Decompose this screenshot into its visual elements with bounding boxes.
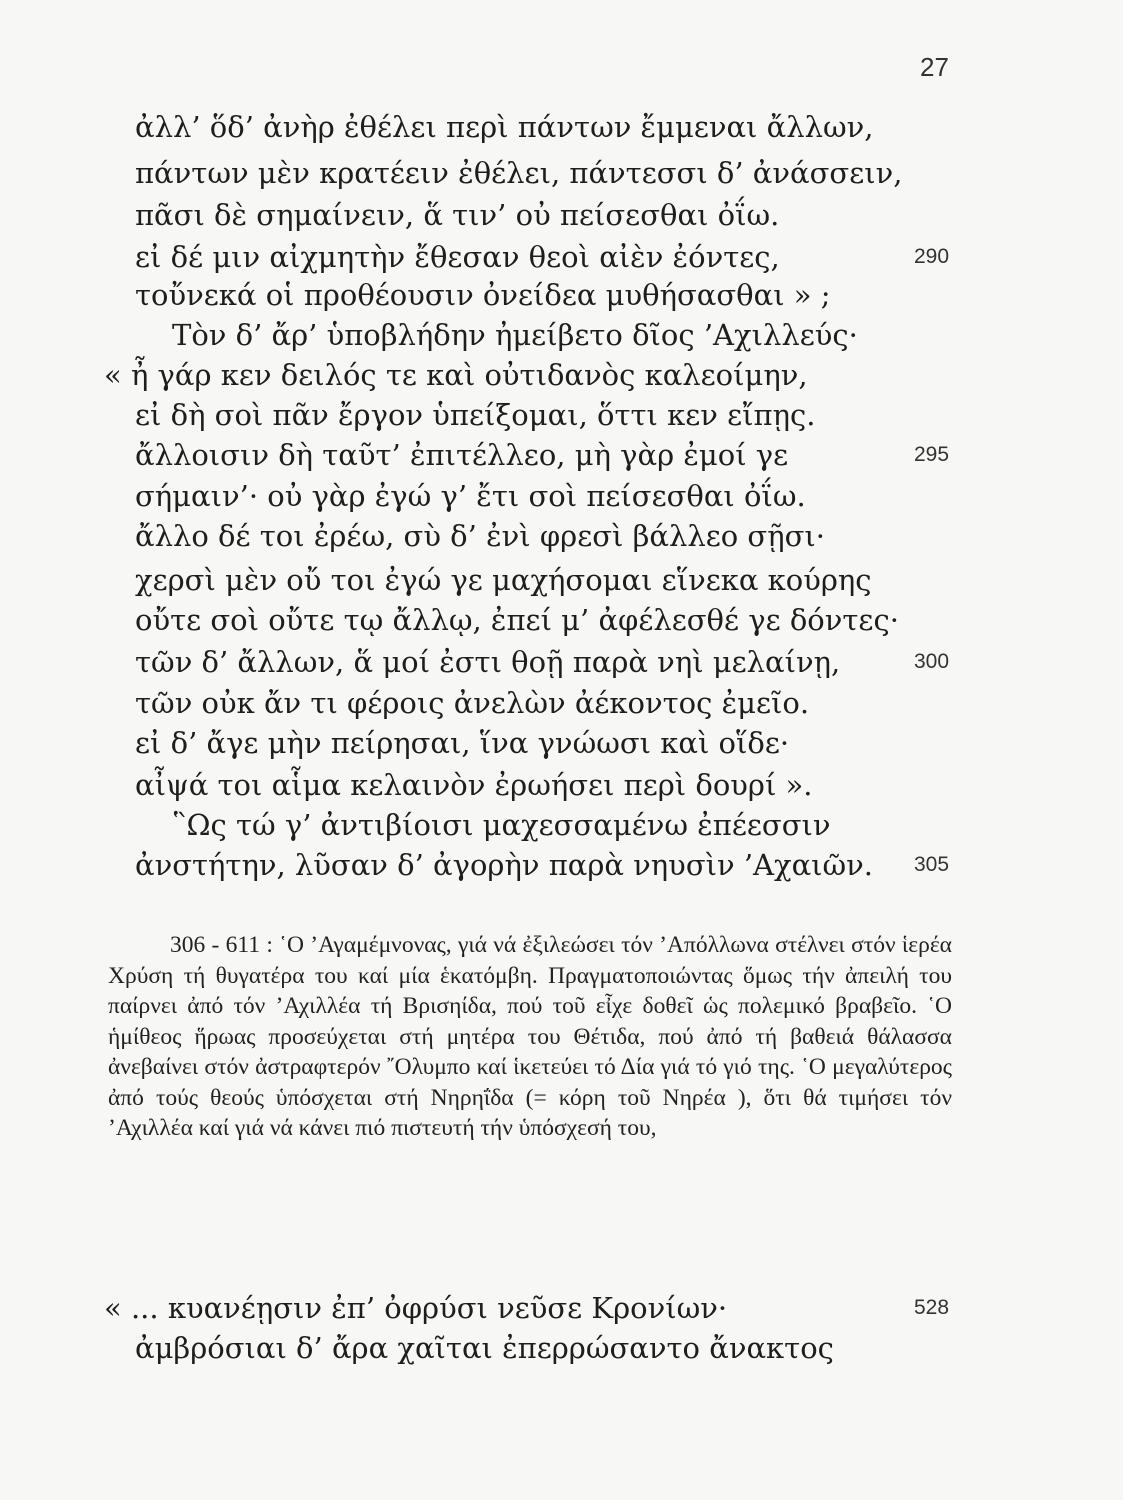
verse-text: χερσὶ μὲν οὔ τοι ἐγώ γε μαχήσομαι εἵνεκα κούρης [135, 563, 872, 597]
verse-text: ἀνστήτην, λῦσαν δ’ ἀγορὴν παρὰ νηυσὶν ’Αχαιῶν. [135, 848, 874, 882]
line-number: 300 [914, 650, 950, 673]
verse-text: ἀλλ’ ὅδ’ ἀνὴρ ἐθέλει περὶ πάντων ἔμμεναι ἄλλων, [135, 110, 874, 144]
verse-text: « ἦ γάρ κεν δειλός τε καὶ οὐτιδανὸς καλεοίμην, [104, 358, 808, 392]
page-number: 27 [920, 52, 949, 82]
verse-text: εἰ δέ μιν αἰχμητὴν ἔθεσαν θεοὶ αἰὲν ἐόντες, [135, 240, 780, 274]
line-number: 528 [914, 1296, 950, 1319]
verse-text: εἰ δὴ σοὶ πᾶν ἔργον ὑπείξομαι, ὅττι κεν εἴπῃς. [135, 398, 816, 432]
verse-text: τῶν οὐκ ἄν τι φέροις ἀνελὼν ἀέκοντος ἐμεῖο. [135, 686, 810, 720]
verse-text: ἄλλοισιν δὴ ταῦτ’ ἐπιτέλλεο, μὴ γὰρ ἐμοί γε [135, 438, 789, 472]
quote-text: ἀμβρόσιαι δ’ ἄρα χαῖται ἐπερρώσαντο ἄνακτος [135, 1331, 834, 1365]
verse-text: πάντων μὲν κρατέειν ἐθέλει, πάντεσσι δ’ ἀνάσσειν, [135, 156, 903, 190]
verse-text: τοὔνεκά οἱ προθέουσιν ὀνείδεα μυθήσασθαι » ; [135, 278, 831, 312]
commentary [108, 930, 952, 1144]
verse-text: ῝Ως τώ γ’ ἀντιβίοισι μαχεσσαμένω ἐπέεσσιν [172, 808, 831, 842]
quote-text: « ... κυανέῃσιν ἐπ’ ὀφρύσι νεῦσε Κρονίων· [104, 1291, 728, 1325]
verse-text: πᾶσι δὲ σημαίνειν, ἅ τιν’ οὐ πείσεσθαι ὀΐω. [135, 198, 780, 232]
verse-text: τῶν δ’ ἄλλων, ἅ μοί ἐστι θοῇ παρὰ νηὶ μελαίνῃ, [135, 645, 841, 679]
verse-text: αἶψά τοι αἷμα κελαινὸν ἐρωήσει περὶ δουρί ». [135, 768, 813, 802]
line-number: 295 [914, 443, 950, 466]
verse-text: εἰ δ’ ἄγε μὴν πείρησαι, ἵνα γνώωσι καὶ οἵδε· [135, 726, 790, 760]
verse-text: οὔτε σοὶ οὔτε τῳ ἄλλῳ, ἐπεί μ’ ἀφέλεσθέ γε δόντες· [135, 603, 899, 637]
line-number: 290 [914, 245, 950, 268]
verse-text: ἄλλο δέ τοι ἐρέω, σὺ δ’ ἐνὶ φρεσὶ βάλλεο σῇσι· [135, 519, 825, 553]
verse-text: σήμαιν’· οὐ γὰρ ἐγώ γ’ ἔτι σοὶ πείσεσθαι ὀΐω. [135, 479, 806, 513]
line-number: 305 [914, 853, 950, 876]
verse-text: Τὸν δ’ ἄρ’ ὑποβλήδην ἠμείβετο δῖος ’Αχιλλεύς· [172, 318, 858, 352]
commentary-paragraph: 306 - 611 : ῾Ο ’Αγαμέμνονας, γιά νά ἐξιλεώσει τόν ’Απόλλωνα στέλνει στόν ἱερέα Χρύση τή θυγατέρα του καί μία ἑκατόμβη. Πραγματοποιώντας ὅμως τήν ἀπειλή του παίρνει ἀπό τόν ’Αχιλλέα τή Βρισηίδα, πού τοῦ εἶχε δοθεῖ ὡς πολεμικό βραβεῖο. ῾Ο ἡμίθεος ἥρωας προσεύχεται στή μητέρα του Θέτιδα, πού ἀπό τή βαθειά θάλασσα ἀνεβαίνει στόν ἀστραφτερόν ῎Ολυμπο καί ἱκετεύει τό Δία γιά τό γιό της. ῾Ο μεγαλύτερος ἀπό τούς θεούς ὑπόσχεται στή Νηρηΐδα (= κόρη τοῦ Νηρέα ), ὅτι θά τιμήσει τόν ’Αχιλλέα καί γιά νά κάνει πιό πιστευτή τήν ὑπόσχεσή του, [108, 932, 952, 1141]
